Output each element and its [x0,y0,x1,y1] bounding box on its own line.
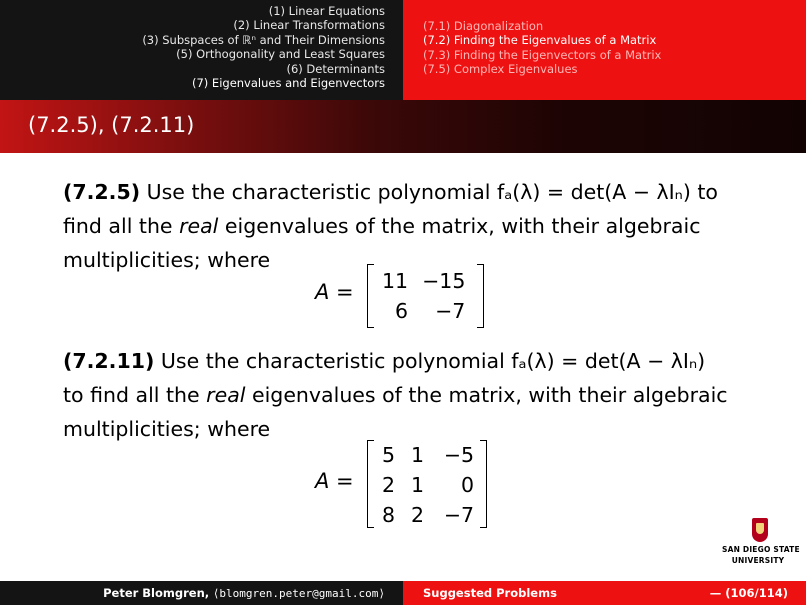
matrix-cell: 5 [382,443,396,467]
nav-subsection-7-5[interactable]: (7.5) Complex Eigenvalues [423,62,578,77]
matrix-cell: −15 [422,269,466,293]
problem-text: Use the characteristic polynomial [140,180,498,204]
characteristic-polynomial: fₐ(λ) = det(A − λIₙ) [511,349,706,373]
matrix-7-2-11 [367,440,487,528]
matrix-label-text: A = [315,469,354,493]
emphasis-real: real [179,214,219,238]
matrix-label-text: A = [315,280,354,304]
matrix-cell: 2 [382,473,396,497]
header-section-nav [0,0,403,100]
nav-subsection-7-3[interactable]: (7.3) Finding the Eigenvectors of a Matrix [423,47,662,62]
problem-text: eigenvalues of the matrix, with their algebraic [218,214,701,238]
matrix-cell: 11 [382,269,409,293]
nav-section-5[interactable]: (5) Orthogonality and Least Squares [176,47,385,62]
footer-author-bar [0,581,403,605]
matrix-cell: 1 [411,443,425,467]
university-logo [722,518,800,570]
matrix-cell: 6 [395,299,409,323]
shield-icon [752,518,768,542]
matrix-label [315,280,354,304]
matrix-cell: 1 [411,473,425,497]
nav-section-6[interactable]: (6) Determinants [286,61,385,76]
logo-line-1: SAN DIEGO STATE [722,545,800,554]
problem-text: Use the characteristic polynomial [154,349,512,373]
matrix-cell: −5 [443,443,475,467]
emphasis-real: real [206,383,246,407]
footer-email[interactable]: ⟨blomgren.peter@gmail.com⟩ [212,587,385,600]
matrix-cell: 8 [382,503,396,527]
problem-text: eigenvalues of the matrix, with their algebraic [245,383,728,407]
matrix-7-2-5 [367,264,484,328]
matrix-label [315,469,354,493]
problem-text: find all the [63,214,180,238]
problem-text: multiplicities; where [63,248,271,272]
nav-section-2[interactable]: (2) Linear Transformations [233,18,385,33]
logo-line-2: UNIVERSITY [731,556,785,565]
nav-section-7-current[interactable]: (7) Eigenvalues and Eigenvectors [191,76,385,91]
footer-page-number: — (106/114) [709,586,788,600]
problem-text: to [690,180,718,204]
nav-section-3[interactable]: (3) Subspaces of ℝⁿ and Their Dimensions [142,32,385,47]
problem-id: (7.2.5) [63,180,141,204]
footer-section-title[interactable]: Suggested Problems [423,586,557,600]
matrix-cell: 0 [461,473,475,497]
problem-text: to find all the [63,383,207,407]
header-subsection-nav [403,0,806,100]
matrix-cell: −7 [443,503,475,527]
nav-section-1[interactable]: (1) Linear Equations [268,4,385,18]
characteristic-polynomial: fₐ(λ) = det(A − λIₙ) [497,180,691,204]
footer-section-bar [403,581,806,605]
frame-title-bar [0,100,806,153]
problem-id: (7.2.11) [63,349,155,373]
matrix-cell: 2 [411,503,425,527]
footer-author: Peter Blomgren, [103,586,210,600]
problem-text: multiplicities; where [63,417,271,441]
problem-7-2-5-text [63,175,753,277]
matrix-cell: −7 [435,299,466,323]
nav-subsection-7-1[interactable]: (7.1) Diagonalization [423,19,544,33]
nav-subsection-7-2-current[interactable]: (7.2) Finding the Eigenvalues of a Matrix [423,33,657,48]
problem-7-2-11-text [63,344,753,446]
frame-title: (7.2.5), (7.2.11) [28,113,195,137]
